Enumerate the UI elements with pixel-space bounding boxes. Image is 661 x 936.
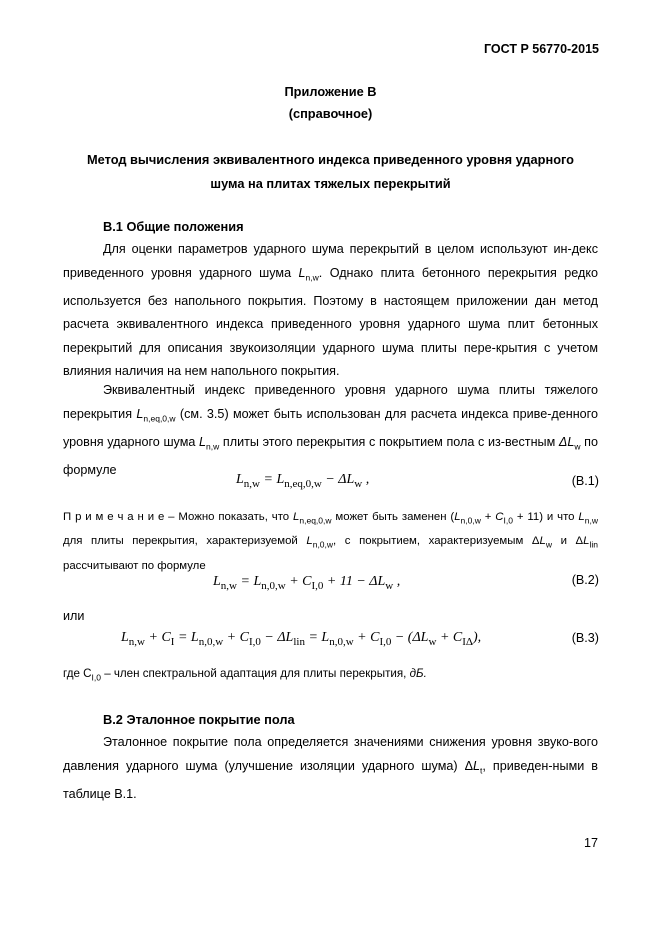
equation-number-b3: (В.3) — [571, 631, 599, 645]
section-heading-2: В.2 Эталонное покрытие пола — [103, 712, 295, 727]
main-title-line1: Метод вычисления эквивалентного индекса приведенного уровня ударного — [87, 152, 574, 167]
equation-number-b1: (В.1) — [571, 474, 599, 488]
note-text: П р и м е ч а н и е – Можно показать, что $L_{n,eq,0,w}$ может быть заменен $(L_{n,0,w} + C_{I,0} + 11)$ и что $L_{n,w}$ для плиты перекрытия, характеризуемой $L_{n,0,w}$, с покрытием, характеризуемым $\Delta L_w$ и $\Delta L_{lin}$ рассчитывают по формуле — [63, 511, 598, 572]
formula-b1: $L_{n,w} = L_{n,eq,0,w} - \Delta L_w$ , — [236, 472, 370, 490]
paragraph-equivalent-index: Эквивалентный индекс приведенного уровня ударного шума плиты тяжелого перекрытия $L_{n,eq,0,w}$ (см. 3.5) может быть использован для расчета индекса приве-денного уровня ударного шума $L_{n,w}$ плиты этого перекрытия с покрытием пола с из-вестным $\Delta L_w$ по формуле — [63, 383, 598, 477]
formula-b3: $L_{n,w} + C_I = L_{n,0,w} + C_{I,0} - \Delta L_{lin} = L_{n,0,w} + C_{I,0} - (\Delta L_w + C_{I\Delta})$, — [121, 630, 482, 648]
where-text: где $C_{I,0}$ – член спектральной адаптация для плиты перекрытия, дБ. — [63, 667, 427, 683]
appendix-subtitle: (справочное) — [288, 106, 373, 121]
formula-b2: $L_{n,w} = L_{n,0,w} + C_{I,0} + 11 - \Delta L_w$ , — [213, 574, 401, 592]
main-title-line2: шума на плитах тяжелых перекрытий — [210, 176, 451, 191]
document-code: ГОСТ Р 56770-2015 — [483, 42, 599, 56]
or-text: или — [63, 609, 85, 623]
page-number: 17 — [583, 836, 598, 850]
paragraph-general: Для оценки параметров ударного шума перекрытий в целом используют ин-декс приведенного уровня ударного шума $L_{n,w}$. Однако плита бетонного перекрытия редко используется без напольного покрытия. Поэтому в настоящем приложении дан метод расчета эквивалентного индекса приведенного уровня ударного шума плит бетонных перекрытий для описания звукоизоляции ударного шума плиты пере-крытия с учетом влияния наличия на нем напольного покрытия. — [63, 242, 599, 379]
equation-number-b2: (В.2) — [571, 573, 599, 587]
section-heading-1: В.1 Общие положения — [103, 219, 244, 234]
paragraph-reference-floor: Эталонное покрытие пола определяется значениями снижения уровня звуко-вого давления ударного шума (улучшение изоляции ударного шума) $\Delta L_t$, приведен-ными в таблице В.1. — [63, 735, 598, 801]
appendix-title: Приложение В — [284, 84, 377, 99]
